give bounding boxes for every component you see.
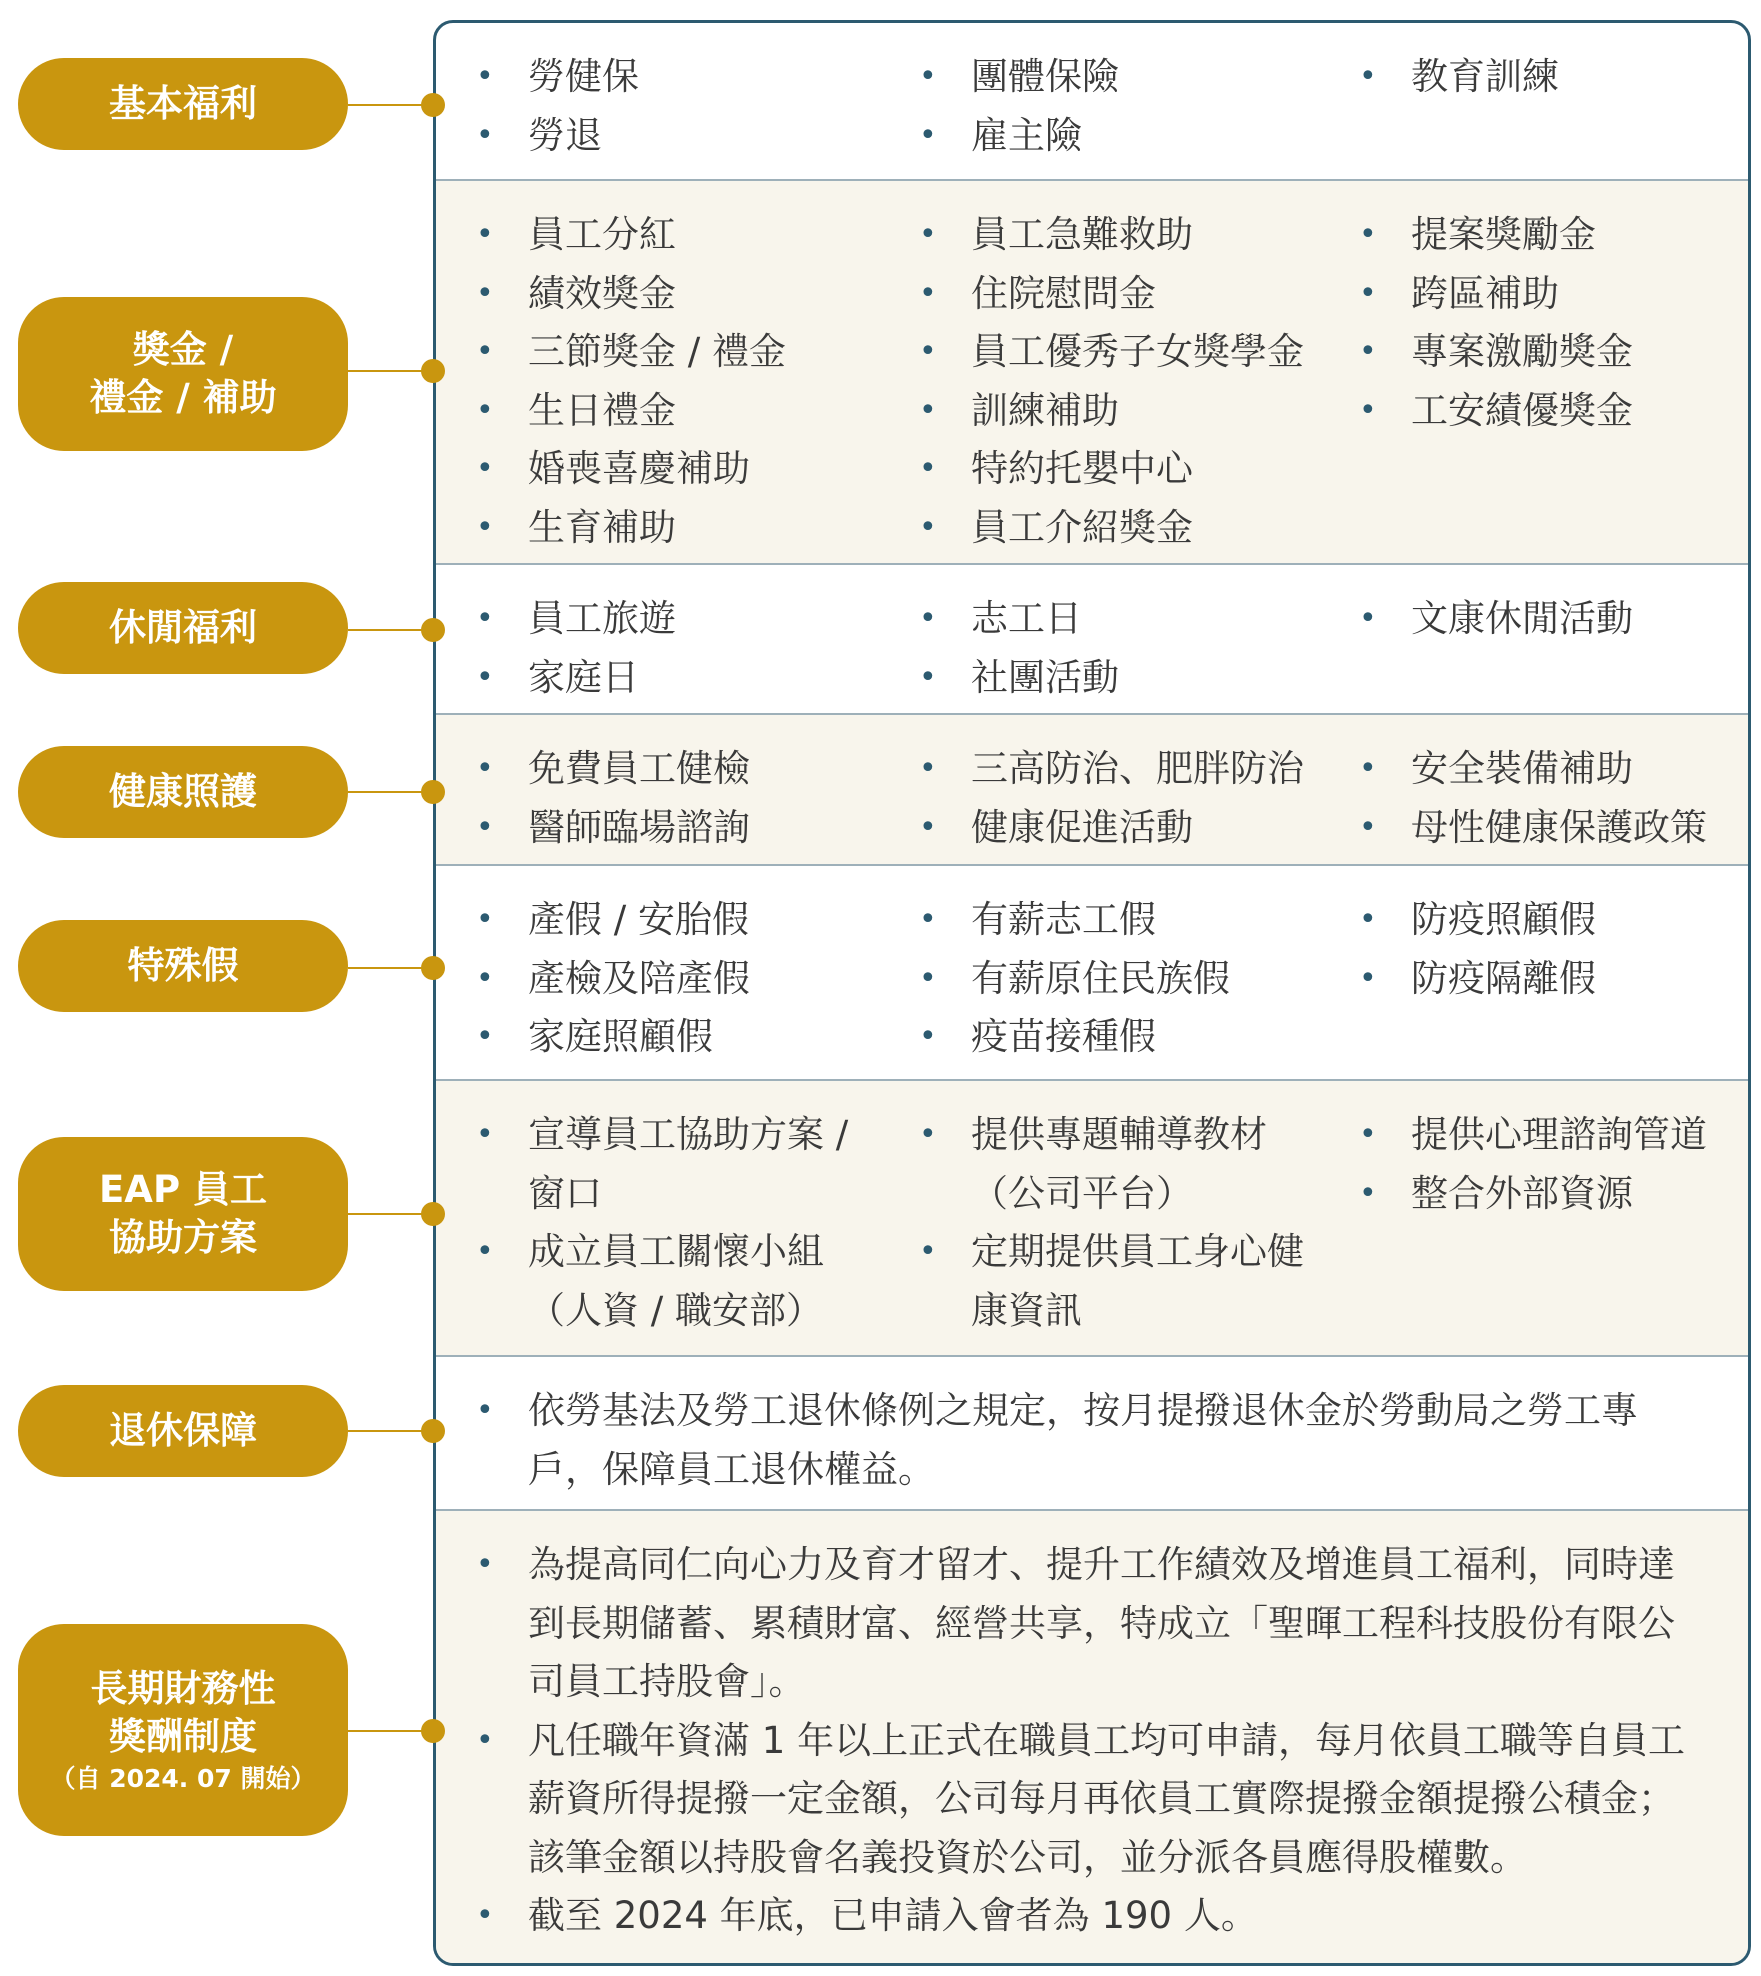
benefit-item-text: 產檢及陪產假: [528, 956, 750, 1000]
bullet-icon: •: [1359, 334, 1377, 369]
bullet-icon: •: [476, 1393, 494, 1428]
benefit-item: [436, 440, 879, 499]
benefit-item: [436, 382, 879, 441]
bullet-icon: •: [919, 902, 937, 937]
benefit-item-text: 志工日: [971, 597, 1082, 640]
benefit-item: [1319, 1106, 1744, 1165]
category-label-pill: 特殊假: [18, 920, 348, 1012]
benefit-item: [436, 1536, 1726, 1712]
item-column: [436, 206, 879, 557]
benefit-item: [879, 323, 1319, 382]
item-column: [436, 1536, 1726, 1946]
bullet-icon: •: [476, 1547, 494, 1582]
benefit-item: [436, 799, 879, 858]
benefit-item-text: 生育補助: [528, 505, 676, 549]
bullet-icon: •: [1359, 902, 1377, 937]
connector-dot: [421, 780, 445, 804]
benefit-item-text: 團體保險: [971, 55, 1119, 98]
item-column: [1319, 206, 1744, 440]
benefit-item: [879, 440, 1319, 499]
benefit-item-text: 跨區補助: [1411, 271, 1559, 315]
benefit-item-text: 績效獎金: [528, 271, 676, 315]
bullet-icon: •: [919, 117, 937, 153]
bullet-icon: •: [1359, 59, 1377, 94]
benefit-item: [1319, 950, 1744, 1009]
category-band: [436, 1509, 1748, 1965]
benefit-item: [436, 891, 879, 950]
benefit-item: [436, 1223, 879, 1340]
benefit-item-text: 健康促進活動: [971, 805, 1193, 849]
connector-dot: [421, 93, 445, 117]
benefit-item-text: 定期提供員工身心健 康資訊: [971, 1230, 1304, 1332]
bullet-icon: •: [919, 1117, 937, 1152]
benefit-item-text: 三節獎金 / 禮金: [528, 330, 786, 373]
item-column: [1319, 740, 1744, 857]
benefit-item-text: 生日禮金: [528, 388, 676, 432]
benefit-item-text: 住院慰問金: [971, 271, 1156, 315]
benefit-item-text: 訓練補助: [971, 388, 1119, 432]
benefit-item-text: 整合外部資源: [1411, 1171, 1633, 1215]
bullet-icon: •: [919, 1234, 937, 1269]
bullet-icon: •: [476, 275, 494, 311]
bullet-icon: •: [476, 1234, 494, 1269]
category-band: [436, 179, 1748, 565]
benefit-item: [879, 1008, 1319, 1067]
item-column: [1319, 891, 1744, 1008]
category-label-pill: 退休保障: [18, 1385, 348, 1477]
bullet-icon: •: [1359, 1117, 1377, 1152]
item-column: [1319, 590, 1744, 649]
benefit-item: [879, 891, 1319, 950]
benefit-item-text: 勞退: [528, 113, 602, 157]
benefit-item: [1319, 206, 1744, 265]
category-label-pill: 基本福利: [18, 58, 348, 150]
category-band: [436, 23, 1748, 179]
benefit-item: [879, 799, 1319, 858]
benefit-item: [1319, 265, 1744, 324]
bullet-icon: •: [1359, 960, 1377, 996]
item-column: [879, 891, 1319, 1067]
item-column: [436, 590, 879, 707]
item-column: [879, 590, 1319, 707]
bullet-icon: •: [476, 451, 494, 486]
bullet-icon: •: [919, 509, 937, 545]
item-column: [436, 48, 879, 165]
bullet-icon: •: [919, 601, 937, 636]
benefit-item: [436, 265, 879, 324]
benefit-item-text: 員工優秀子女獎學金: [971, 330, 1304, 373]
benefit-item-text: 提案獎勵金: [1411, 213, 1596, 256]
benefit-item-text: 截至 2024 年底，已申請入會者為 190 人。: [528, 1894, 1258, 1937]
benefit-item: [436, 590, 879, 649]
benefit-item: [1319, 799, 1744, 858]
connector-dot: [421, 1202, 445, 1226]
benefit-item-text: 員工分紅: [528, 213, 676, 256]
benefit-item-text: 特約托嬰中心: [971, 447, 1193, 490]
benefit-item-text: 婚喪喜慶補助: [528, 447, 750, 490]
item-column: [1319, 48, 1744, 107]
benefit-item-text: 母性健康保護政策: [1411, 805, 1707, 849]
benefit-item: [436, 499, 879, 558]
bullet-icon: •: [919, 659, 937, 695]
benefit-item: [436, 48, 879, 107]
benefit-item: [879, 107, 1319, 166]
category-band: [436, 563, 1748, 715]
bullet-icon: •: [476, 334, 494, 369]
benefit-item-text: 家庭日: [528, 655, 639, 699]
benefit-item: [879, 265, 1319, 324]
benefit-item: [1319, 382, 1744, 441]
benefit-item: [436, 107, 879, 166]
benefit-item-text: 專案激勵獎金: [1411, 330, 1633, 373]
benefit-item-text: 提供專題輔導教材 （公司平台）: [971, 1113, 1267, 1215]
bullet-icon: •: [919, 960, 937, 996]
category-label-pill: 健康照護: [18, 746, 348, 838]
bullet-icon: •: [1359, 751, 1377, 786]
benefit-item: [879, 590, 1319, 649]
benefit-item: [879, 1106, 1319, 1223]
bullet-icon: •: [476, 601, 494, 636]
benefit-item: [1319, 1165, 1744, 1224]
benefit-item: [879, 48, 1319, 107]
bullet-icon: •: [1359, 601, 1377, 636]
benefit-item: [436, 740, 879, 799]
bullet-icon: •: [476, 392, 494, 428]
bullet-icon: •: [476, 1722, 494, 1758]
benefit-item-text: 家庭照顧假: [528, 1015, 713, 1058]
benefit-item: [436, 206, 879, 265]
benefit-item-text: 社團活動: [971, 655, 1119, 699]
benefit-item: [879, 649, 1319, 708]
benefit-item-text: 雇主險: [971, 113, 1082, 157]
item-column: [879, 206, 1319, 557]
item-column: [436, 1106, 879, 1340]
bullet-icon: •: [476, 509, 494, 545]
benefit-item-text: 為提高同仁向心力及育才留才、提升工作績效及增進員工福利，同時達 到長期儲蓄、累積財富、經營共享，特成立「聖暉工程科技股份有限公 司員工持股會」。: [528, 1543, 1675, 1703]
bullet-icon: •: [476, 659, 494, 695]
category-sublabel: （自 2024. 07 開始）: [50, 1763, 316, 1793]
benefit-item-text: 安全裝備補助: [1411, 747, 1633, 790]
bullet-icon: •: [476, 117, 494, 153]
connector-dot: [421, 618, 445, 642]
benefit-item: [879, 1223, 1319, 1340]
benefit-item: [436, 1712, 1726, 1888]
connector-dot: [421, 956, 445, 980]
bullet-icon: •: [1359, 392, 1377, 428]
bullet-icon: •: [476, 960, 494, 996]
item-column: [1319, 1106, 1744, 1223]
benefit-item-text: 產假 / 安胎假: [528, 898, 749, 941]
bullet-icon: •: [919, 59, 937, 94]
category-band: [436, 1355, 1748, 1511]
benefit-item: [436, 1106, 879, 1223]
benefit-item-text: 防疫照顧假: [1411, 898, 1596, 941]
benefit-item-text: 教育訓練: [1411, 55, 1559, 98]
category-label-pill: 休閒福利: [18, 582, 348, 674]
benefit-item-text: 宣導員工協助方案 / 窗口: [528, 1113, 849, 1215]
benefits-panel: [433, 20, 1751, 1966]
bullet-icon: •: [476, 59, 494, 94]
bullet-icon: •: [1359, 275, 1377, 311]
item-column: [436, 891, 879, 1067]
item-column: [436, 740, 879, 857]
benefit-item: [436, 649, 879, 708]
bullet-icon: •: [919, 217, 937, 252]
benefit-item-text: 有薪志工假: [971, 898, 1156, 941]
category-label-pill: 長期財務性 獎酬制度 （自 2024. 07 開始）: [18, 1624, 348, 1836]
benefit-item-text: 員工介紹獎金: [971, 505, 1193, 549]
bullet-icon: •: [476, 809, 494, 845]
bullet-icon: •: [919, 451, 937, 486]
benefit-item: [436, 323, 879, 382]
benefit-item-text: 工安績優獎金: [1411, 388, 1633, 432]
bullet-icon: •: [476, 1019, 494, 1054]
benefit-item: [436, 1382, 1726, 1499]
bullet-icon: •: [476, 217, 494, 252]
benefit-item: [1319, 590, 1744, 649]
connector-dot: [421, 359, 445, 383]
bullet-icon: •: [919, 1019, 937, 1054]
benefit-item-text: 凡任職年資滿 1 年以上正式在職員工均可申請，每月依員工職等自員工 薪資所得提撥一定金額，公司每月再依員工實際提撥金額提撥公積金； 該筆金額以持股會名義投資於公司，並分派各員應得股權數。: [528, 1718, 1686, 1879]
benefit-item-text: 有薪原住民族假: [971, 956, 1230, 1000]
bullet-icon: •: [919, 275, 937, 311]
benefit-item-text: 依勞基法及勞工退休條例之規定，按月提撥退休金於勞動局之勞工專 戶，保障員工退休權益。: [528, 1389, 1638, 1491]
benefit-item-text: 員工急難救助: [971, 213, 1193, 256]
benefit-item: [1319, 48, 1744, 107]
connector-dot: [421, 1419, 445, 1443]
benefit-item-text: 提供心理諮詢管道: [1411, 1113, 1707, 1156]
item-column: [879, 740, 1319, 857]
benefit-item-text: 成立員工關懷小組 （人資 / 職安部）: [528, 1230, 824, 1332]
bullet-icon: •: [1359, 1175, 1377, 1211]
benefit-item: [879, 499, 1319, 558]
item-column: [879, 48, 1319, 165]
bullet-icon: •: [919, 751, 937, 786]
category-label-pill: EAP 員工 協助方案: [18, 1137, 348, 1291]
benefit-item: [879, 206, 1319, 265]
benefit-item-text: 醫師臨場諮詢: [528, 805, 750, 849]
benefit-item: [436, 950, 879, 1009]
benefit-item: [436, 1008, 879, 1067]
benefit-item: [879, 382, 1319, 441]
benefit-item-text: 疫苗接種假: [971, 1015, 1156, 1058]
benefit-item-text: 文康休閒活動: [1411, 597, 1633, 640]
category-band: [436, 864, 1748, 1081]
bullet-icon: •: [1359, 809, 1377, 845]
bullet-icon: •: [919, 809, 937, 845]
benefit-item-text: 免費員工健檢: [528, 747, 750, 790]
benefit-item: [1319, 323, 1744, 382]
item-column: [879, 1106, 1319, 1340]
bullet-icon: •: [919, 392, 937, 428]
benefit-item: [1319, 891, 1744, 950]
benefit-item: [879, 740, 1319, 799]
item-column: [436, 1382, 1726, 1499]
category-band: [436, 713, 1748, 866]
category-label-pill: 獎金 / 禮金 / 補助: [18, 297, 348, 451]
benefit-item: [879, 950, 1319, 1009]
bullet-icon: •: [476, 1117, 494, 1152]
category-band: [436, 1079, 1748, 1357]
benefit-item: [1319, 740, 1744, 799]
bullet-icon: •: [476, 751, 494, 786]
benefit-item: [436, 1887, 1726, 1946]
connector-dot: [421, 1719, 445, 1743]
bullet-icon: •: [476, 902, 494, 937]
bullet-icon: •: [1359, 217, 1377, 252]
bullet-icon: •: [919, 334, 937, 369]
bullet-icon: •: [476, 1898, 494, 1933]
benefit-item-text: 員工旅遊: [528, 597, 676, 640]
benefit-item-text: 防疫隔離假: [1411, 956, 1596, 1000]
benefit-item-text: 勞健保: [528, 55, 639, 98]
benefit-item-text: 三高防治、肥胖防治: [971, 747, 1304, 790]
